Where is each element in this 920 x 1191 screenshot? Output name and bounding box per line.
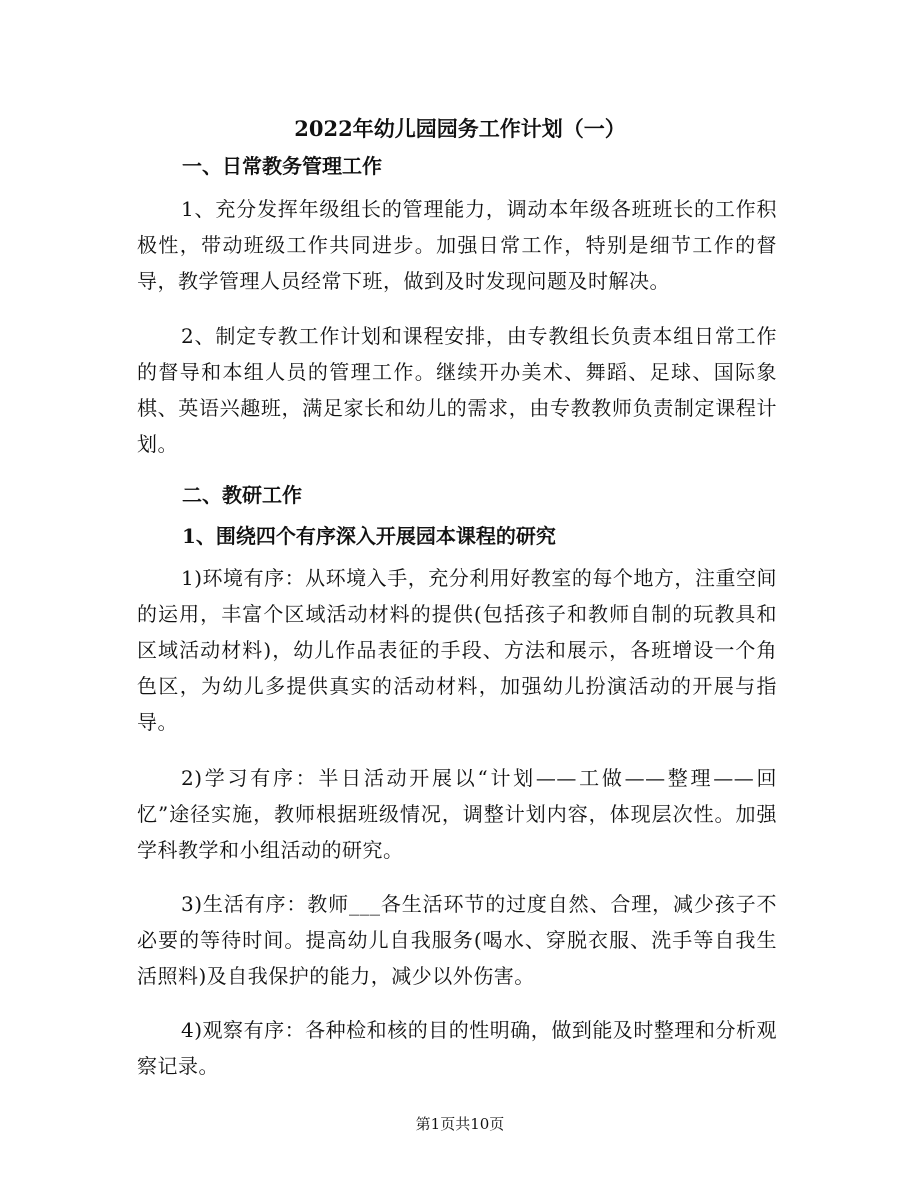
document-title: 2022年幼儿园园务工作计划（一） [294, 116, 626, 141]
subsection-heading-four-orders: 1、围绕四个有序深入开展园本课程的研究 [182, 524, 556, 548]
section-heading-teaching-research: 二、教研工作 [182, 483, 302, 507]
paragraph-environment-order: 1)环境有序：从环境入手，充分利用好教室的每个地方，注重空间的运用，丰富个区域活动材料的提供(包括孩子和教师自制的玩教具和区域活动材料)，幼儿作品表征的手段、方法和展示，各班增设一个角色区，为幼儿多提供真实的活动材料，加强幼儿扮演活动的开展与指导。 [137, 566, 777, 734]
paragraph-special-teaching-plan: 2、制定专教工作计划和课程安排，由专教组长负责本组日常工作的督导和本组人员的管理工作。继续开办美术、舞蹈、足球、国际象棋、英语兴趣班，满足家长和幼儿的需求，由专教教师负责制定课程计划。 [137, 324, 777, 456]
paragraph-learning-order: 2)学习有序：半日活动开展以“计划——工做——整理——回忆”途径实施，教师根据班级情况，调整计划内容，体现层次性。加强学科教学和小组活动的研究。 [137, 766, 777, 862]
page-number: 第1页共10页 [415, 1115, 505, 1133]
paragraph-grade-leaders: 1、充分发挥年级组长的管理能力，调动本年级各班班长的工作积极性，带动班级工作共同进步。加强日常工作，特别是细节工作的督导，教学管理人员经常下班，做到及时发现问题及时解决。 [137, 197, 777, 293]
paragraph-observation-order: 4)观察有序：各种检和核的目的性明确，做到能及时整理和分析观察记录。 [137, 1018, 777, 1078]
section-heading-daily-management: 一、日常教务管理工作 [182, 154, 382, 178]
paragraph-life-order: 3)生活有序：教师___各生活环节的过度自然、合理，减少孩子不必要的等待时间。提高幼儿自我服务(喝水、穿脱衣服、洗手等自我生活照料)及自我保护的能力，减少以外伤害。 [137, 892, 777, 988]
